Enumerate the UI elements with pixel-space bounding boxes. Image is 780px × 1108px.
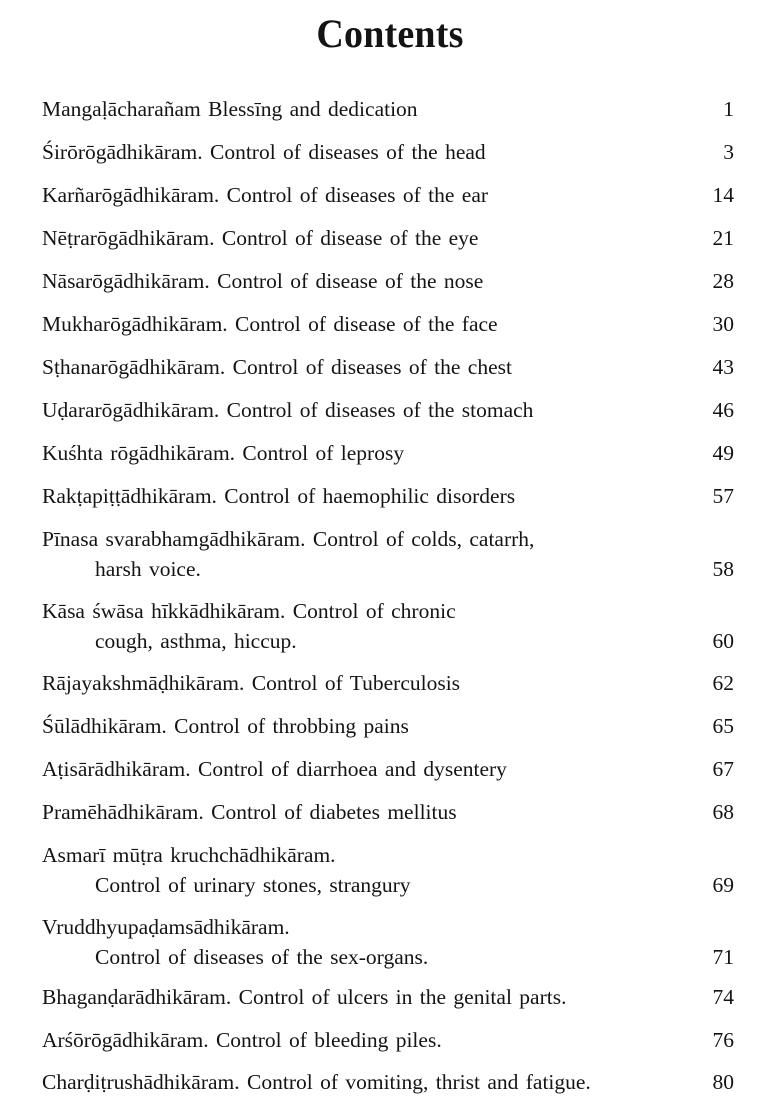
- toc-entry[interactable]: [42, 912, 734, 972]
- toc-entry[interactable]: [42, 223, 734, 253]
- toc-entry-title: Aṭisārādhikāram. Control of diarrhoea and dysentery: [42, 757, 507, 781]
- toc-entry[interactable]: [42, 1067, 734, 1097]
- toc-entry-title: Vruddhyupaḍamsādhikāram.: [42, 915, 290, 939]
- toc-entry-title: Mukharōgādhikāram. Control of disease of the face: [42, 312, 498, 336]
- toc-entry[interactable]: [42, 352, 734, 382]
- toc-entry-page-number: 46: [712, 398, 734, 422]
- toc-entry-page-number: 69: [712, 873, 734, 897]
- toc-entry-title: Nēṭrarōgādhikāram. Control of disease of the eye: [42, 226, 479, 250]
- toc-entry-title: Uḍararōgādhikāram. Control of diseases of the stomach: [42, 398, 534, 422]
- toc-entry[interactable]: [42, 137, 734, 167]
- toc-entry[interactable]: [42, 1025, 734, 1055]
- toc-entry[interactable]: [42, 596, 734, 656]
- toc-entry-title: Arśōrōgādhikāram. Control of bleeding piles.: [42, 1028, 442, 1052]
- toc-entry-page-number: 43: [712, 355, 734, 379]
- toc-entry-title: Śūlādhikāram. Control of throbbing pains: [42, 714, 409, 738]
- toc-entry-title: Mangaḷācharañam Blessīng and dedication: [42, 97, 418, 121]
- toc-entry-page-number: 62: [712, 671, 734, 695]
- toc-entry-page-number: 49: [712, 441, 734, 465]
- toc-entry-title: Rakṭapiṭṭādhikāram. Control of haemophilic disorders: [42, 484, 516, 508]
- toc-entry[interactable]: [42, 180, 734, 210]
- toc-entry[interactable]: [42, 94, 734, 124]
- toc-entry-page-number: 71: [712, 945, 734, 969]
- toc-entry-page-number: 76: [712, 1028, 734, 1052]
- toc-entry-title: Śirōrōgādhikāram. Control of diseases of the head: [42, 140, 486, 164]
- toc-entry-page-number: 21: [712, 226, 734, 250]
- toc-entry[interactable]: [42, 266, 734, 296]
- toc-entry-page-number: 3: [723, 140, 734, 164]
- toc-entry-title: Charḍiṭrushādhikāram. Control of vomiting, thrist and fatigue.: [42, 1070, 591, 1094]
- toc-entry-title: Pramēhādhikāram. Control of diabetes mellitus: [42, 800, 457, 824]
- toc-entry-title-continuation: harsh voice.: [95, 557, 201, 581]
- toc-entry-title: Sṭhanarōgādhikāram. Control of diseases of the chest: [42, 355, 512, 379]
- toc-entry-page-number: 1: [723, 97, 734, 121]
- toc-entry-page-number: 60: [712, 629, 734, 653]
- toc-entry-title-continuation: cough, asthma, hiccup.: [95, 629, 297, 653]
- toc-entry-title: Bhaganḍarādhikāram. Control of ulcers in the genital parts.: [42, 985, 567, 1009]
- toc-entry-page-number: 67: [712, 757, 734, 781]
- toc-entry-page-number: 58: [712, 557, 734, 581]
- toc-entry[interactable]: [42, 309, 734, 339]
- toc-entry-title: Rājayakshmāḍhikāram. Control of Tuberculosis: [42, 671, 461, 695]
- toc-entry[interactable]: [42, 840, 734, 900]
- toc-entry-page-number: 68: [712, 800, 734, 824]
- toc-entry-title-continuation: Control of urinary stones, strangury: [95, 873, 411, 897]
- toc-entry-title: Nāsarōgādhikāram. Control of disease of the nose: [42, 269, 484, 293]
- toc-entry-title: Asmarī mūṭra kruchchādhikāram.: [42, 843, 336, 867]
- toc-entry[interactable]: [42, 438, 734, 468]
- toc-entry[interactable]: [42, 754, 734, 784]
- page-title: Contents: [316, 11, 464, 56]
- toc-entry[interactable]: [42, 797, 734, 827]
- toc-entry-title: Kuśhta rōgādhikāram. Control of leprosy: [42, 441, 405, 465]
- toc-entry[interactable]: [42, 524, 734, 584]
- toc-entry-title: Kāsa śwāsa hīkkādhikāram. Control of chronic: [42, 599, 456, 623]
- toc-entry-page-number: 28: [712, 269, 734, 293]
- toc-entry-page-number: 74: [712, 985, 734, 1009]
- toc-entry[interactable]: [42, 481, 734, 511]
- toc-entry-title: Pīnasa svarabhamgādhikāram. Control of colds, catarrh,: [42, 527, 535, 551]
- toc-entry-page-number: 65: [712, 714, 734, 738]
- toc-entry-page-number: 57: [712, 484, 734, 508]
- toc-entry-page-number: 80: [712, 1070, 734, 1094]
- toc-entry[interactable]: [42, 711, 734, 741]
- toc-entry-page-number: 14: [712, 183, 734, 207]
- toc-entry[interactable]: [42, 982, 734, 1012]
- toc-entry-title: Karñarōgādhikāram. Control of diseases of the ear: [42, 183, 489, 207]
- toc-entry-title-continuation: Control of diseases of the sex-organs.: [95, 945, 429, 969]
- toc-entry[interactable]: [42, 668, 734, 698]
- toc-entry[interactable]: [42, 395, 734, 425]
- toc-entry-page-number: 30: [712, 312, 734, 336]
